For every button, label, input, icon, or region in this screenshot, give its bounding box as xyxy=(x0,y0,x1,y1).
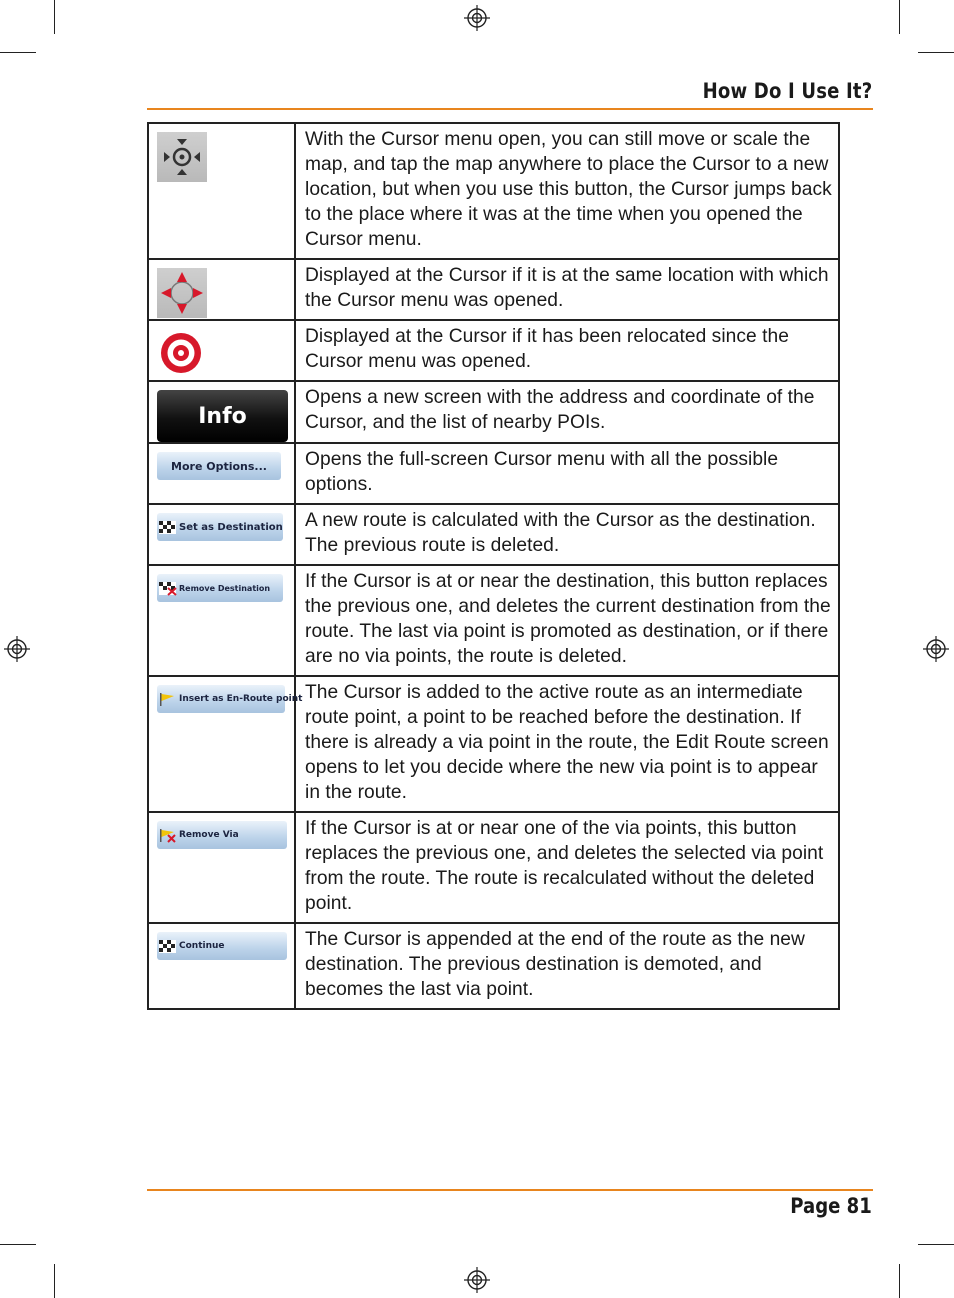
button-label: Continue xyxy=(179,941,225,951)
table-row xyxy=(148,259,839,320)
remove-via-button[interactable] xyxy=(157,821,287,849)
table-row xyxy=(148,123,839,259)
row-description: A new route is calculated with the Cursor as the destination. The previous route is deleted. xyxy=(295,504,839,565)
registration-mark-icon xyxy=(464,1267,490,1293)
table-row xyxy=(148,565,839,676)
table-row xyxy=(148,923,839,1009)
row-description: If the Cursor is at or near one of the via points, this button replaces the previous one, and deletes the selected via point from the route. The route is recalculated without the deleted point. xyxy=(295,812,839,923)
button-label: Remove Destination xyxy=(179,583,271,593)
table-row xyxy=(148,320,839,381)
header-rule xyxy=(147,108,873,110)
checkered-flag-icon xyxy=(159,940,176,953)
continue-button[interactable] xyxy=(157,932,287,960)
checkered-flag-icon xyxy=(159,521,176,534)
table-row xyxy=(148,504,839,565)
return-to-cursor-icon[interactable] xyxy=(157,132,207,182)
button-label: Remove Via xyxy=(179,830,239,840)
row-description: With the Cursor menu open, you can still move or scale the map, and tap the map anywhere to place the Cursor to a new location, but when you use this button, the Cursor jumps back to the place where it was at the time when you opened the Cursor menu. xyxy=(295,123,839,259)
button-label: Insert as En-Route point xyxy=(179,694,303,704)
crop-mark xyxy=(899,1264,900,1298)
row-description: Displayed at the Cursor if it has been relocated since the Cursor menu was opened. xyxy=(295,320,839,381)
button-label: Set as Destination xyxy=(179,521,283,533)
registration-mark-icon xyxy=(464,5,490,31)
crop-mark xyxy=(54,1264,55,1298)
button-reference-table xyxy=(147,122,840,1010)
row-description: If the Cursor is at or near the destination, this button replaces the previous one, and deletes the current destination from the route. The last via point is promoted as destination, or if there are no via points, the route is deleted. xyxy=(295,565,839,676)
table-row xyxy=(148,676,839,812)
set-as-destination-button[interactable] xyxy=(157,513,283,541)
row-description: Opens a new screen with the address and coordinate of the Cursor, and the list of nearby POIs. xyxy=(295,381,839,443)
row-description: Opens the full-screen Cursor menu with all the possible options. xyxy=(295,443,839,504)
crop-mark xyxy=(918,52,954,53)
more-options-button[interactable]: More Options... xyxy=(157,452,281,480)
table-row xyxy=(148,443,839,504)
row-description: Displayed at the Cursor if it is at the same location with which the Cursor menu was opened. xyxy=(295,259,839,320)
cursor-relocated-target-icon xyxy=(157,329,205,377)
table-row xyxy=(148,812,839,923)
insert-as-en-route-point-button[interactable] xyxy=(157,685,303,713)
info-button[interactable]: Info xyxy=(157,390,288,442)
registration-mark-icon xyxy=(923,636,949,662)
row-description: The Cursor is added to the active route as an intermediate route point, a point to be reached before the destination. If there is already a via point in the route, the Edit Route screen opens to let you decide where the new via point is to appear in the route. xyxy=(295,676,839,812)
crop-mark xyxy=(54,0,55,34)
crop-mark xyxy=(918,1244,954,1245)
row-description: The Cursor is appended at the end of the route as the new destination. The previous destination is demoted, and becomes the last via point. xyxy=(295,923,839,1009)
checkered-flag-remove-icon xyxy=(159,582,176,595)
cursor-original-position-icon xyxy=(157,268,207,318)
remove-destination-button[interactable] xyxy=(157,574,283,602)
page-number: Page 81 xyxy=(790,1194,872,1218)
yellow-flag-remove-icon xyxy=(159,829,176,842)
registration-mark-icon xyxy=(4,636,30,662)
page-header-title: How Do I Use It? xyxy=(702,79,872,103)
crop-mark xyxy=(0,1244,36,1245)
yellow-flag-icon xyxy=(159,693,176,706)
table-row xyxy=(148,381,839,443)
crop-mark xyxy=(0,52,36,53)
footer-rule xyxy=(147,1189,873,1191)
crop-mark xyxy=(899,0,900,34)
